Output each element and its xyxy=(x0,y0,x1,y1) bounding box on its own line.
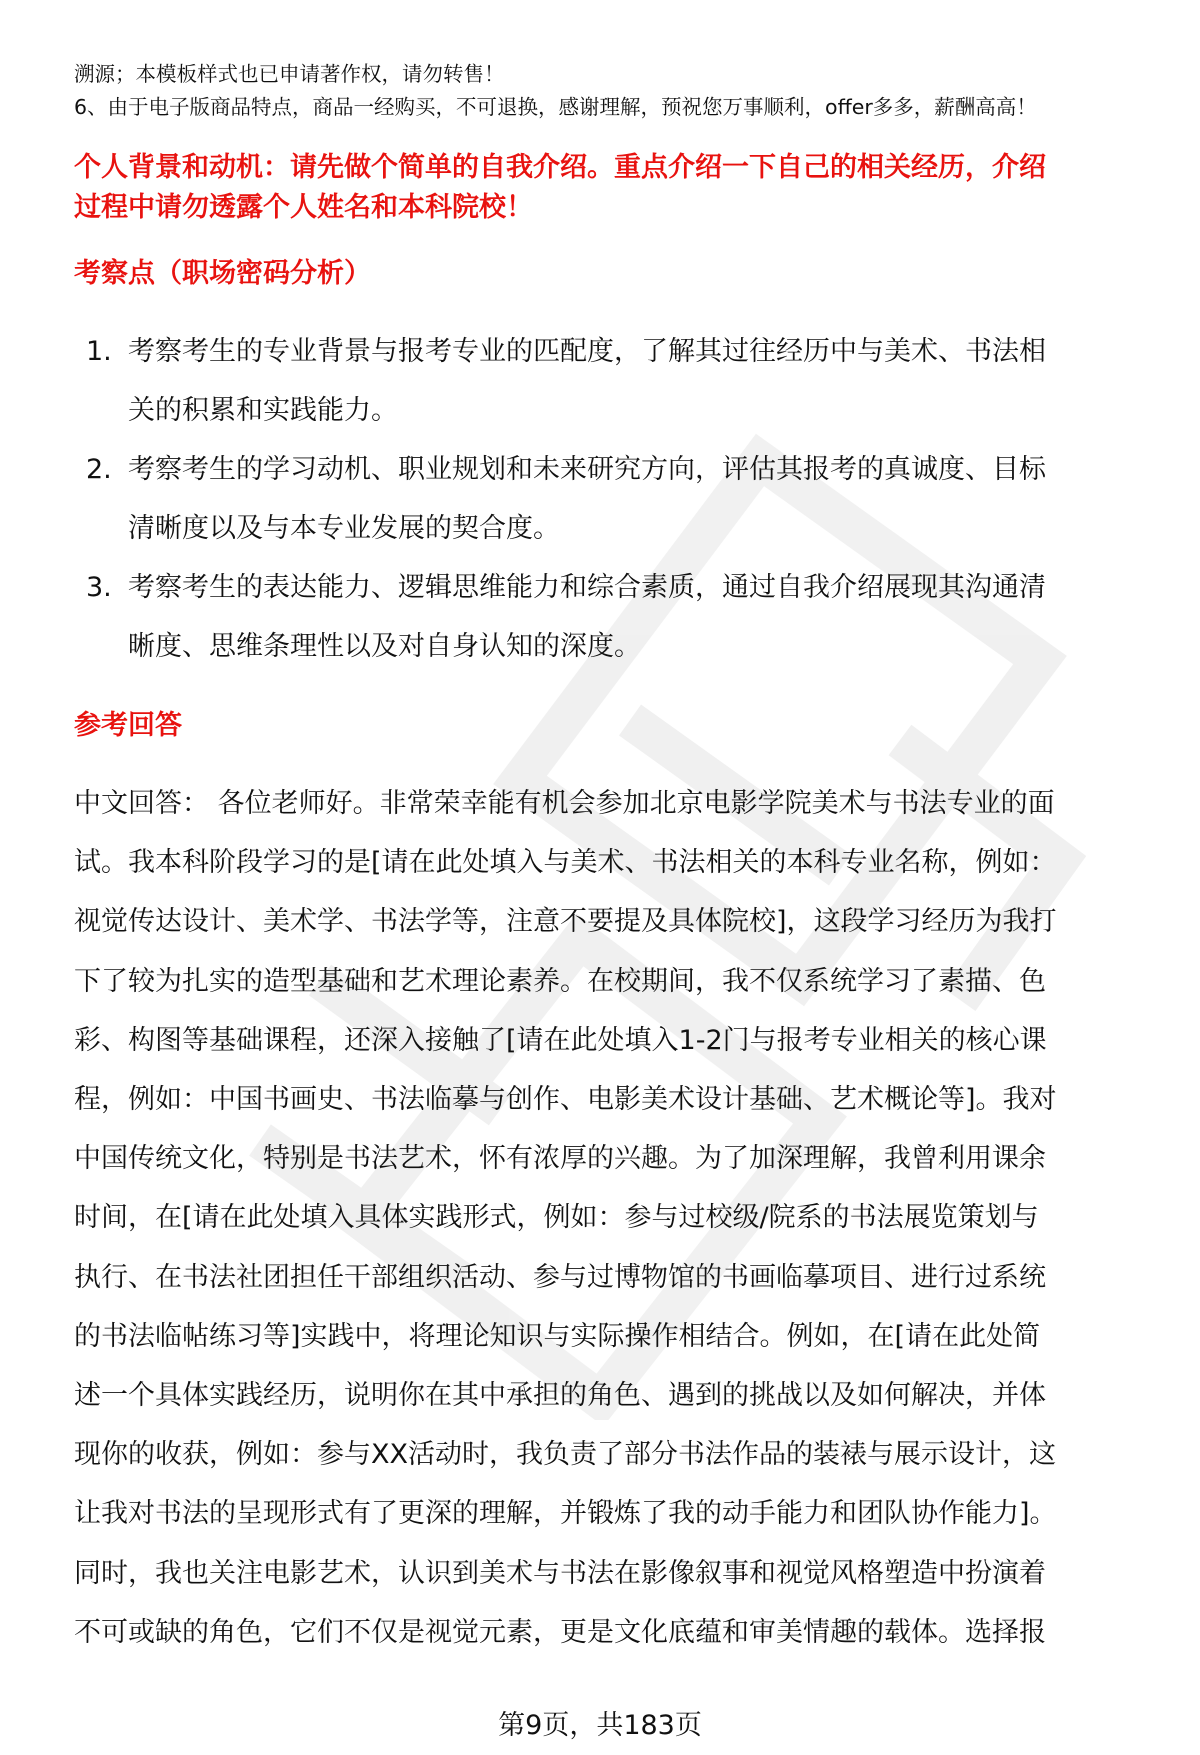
answer-line: 现你的收获，例如：参与XX活动时，我负责了部分书法作品的装裱与展示设计，这 xyxy=(74,1439,1056,1471)
list-item-number: 2. xyxy=(86,454,112,485)
page-footer: 第9页，共183页 xyxy=(498,1710,702,1741)
answer-line: 时间，在[请在此处填入具体实践形式，例如：参与过校级/院系的书法展览策划与 xyxy=(74,1202,1039,1234)
answer-line: 中国传统文化，特别是书法艺术，怀有浓厚的兴趣。为了加深理解，我曾利用课余 xyxy=(74,1143,1046,1175)
answer-line: 视觉传达设计、美术学、书法学等，注意不要提及具体院校]，这段学习经历为我打 xyxy=(74,906,1057,938)
answer-line: 中文回答： 各位老师好。非常荣幸能有机会参加北京电影学院美术与书法专业的面 xyxy=(74,788,1055,819)
exam-points-list xyxy=(74,322,1164,676)
answer-line: 同时，我也关注电影艺术，认识到美术与书法在影像叙事和视觉风格塑造中扮演着 xyxy=(74,1557,1046,1589)
list-item-number: 1. xyxy=(86,336,112,367)
list-item-text: 考察考生的专业背景与报考专业的匹配度，了解其过往经历中与美术、书法相 xyxy=(128,336,1046,367)
answer-line: 彩、构图等基础课程，还深入接触了[请在此处填入1-2门与报考专业相关的核心课 xyxy=(74,1024,1047,1056)
list-item-text: 考察考生的学习动机、职业规划和未来研究方向，评估其报考的真诚度、目标 xyxy=(128,454,1046,485)
answer-line: 程，例如：中国书画史、书法临摹与创作、电影美术设计基础、艺术概论等]。我对 xyxy=(74,1084,1057,1116)
list-item-text: 清晰度以及与本专业发展的契合度。 xyxy=(128,513,560,544)
answer-line: 下了较为扎实的造型基础和艺术理论素养。在校期间，我不仅系统学习了素描、色 xyxy=(74,965,1046,997)
list-item-text: 晰度、思维条理性以及对自身认知的深度。 xyxy=(128,631,641,662)
list-item xyxy=(74,440,1164,558)
list-item-number: 3. xyxy=(86,572,112,603)
answer-line: 述一个具体实践经历，说明你在其中承担的角色、遇到的挑战以及如何解决，并体 xyxy=(74,1380,1046,1412)
question-line: 个人背景和动机：请先做个简单的自我介绍。重点介绍一下自己的相关经历，介绍 xyxy=(74,152,1046,183)
answer-line: 执行、在书法社团担任干部组织活动、参与过博物馆的书画临摹项目、进行过系统 xyxy=(74,1261,1046,1293)
reference-heading: 参考回答 xyxy=(74,710,182,741)
list-item xyxy=(74,558,1164,676)
notice-line: 溯源；本模板样式也已申请著作权，请勿转售！ xyxy=(74,62,505,86)
question-heading xyxy=(74,148,1164,228)
exam-points-heading: 考察点（职场密码分析） xyxy=(74,258,371,289)
list-item-text: 考察考生的表达能力、逻辑思维能力和综合素质，通过自我介绍展现其沟通清 xyxy=(128,572,1046,603)
reference-answer xyxy=(74,774,1160,1662)
answer-line: 让我对书法的呈现形式有了更深的理解，并锻炼了我的动手能力和团队协作能力]。 xyxy=(74,1498,1057,1530)
page-content xyxy=(74,58,1164,1662)
list-item-text: 关的积累和实践能力。 xyxy=(128,395,398,426)
question-line: 过程中请勿透露个人姓名和本科院校！ xyxy=(74,192,533,223)
answer-line: 试。我本科阶段学习的是[请在此处填入与美术、书法相关的本科专业名称，例如： xyxy=(74,847,1057,879)
notice-line: 6、由于电子版商品特点，商品一经购买，不可退换，感谢理解，预祝您万事顺利，offer多多，薪酬高高！ xyxy=(74,95,1037,119)
answer-line: 不可或缺的角色，它们不仅是视觉元素，更是文化底蕴和审美情趣的载体。选择报 xyxy=(74,1616,1046,1648)
answer-line: 的书法临帖练习等]实践中，将理论知识与实际操作相结合。例如，在[请在此处简 xyxy=(74,1320,1041,1352)
list-item xyxy=(74,322,1164,440)
